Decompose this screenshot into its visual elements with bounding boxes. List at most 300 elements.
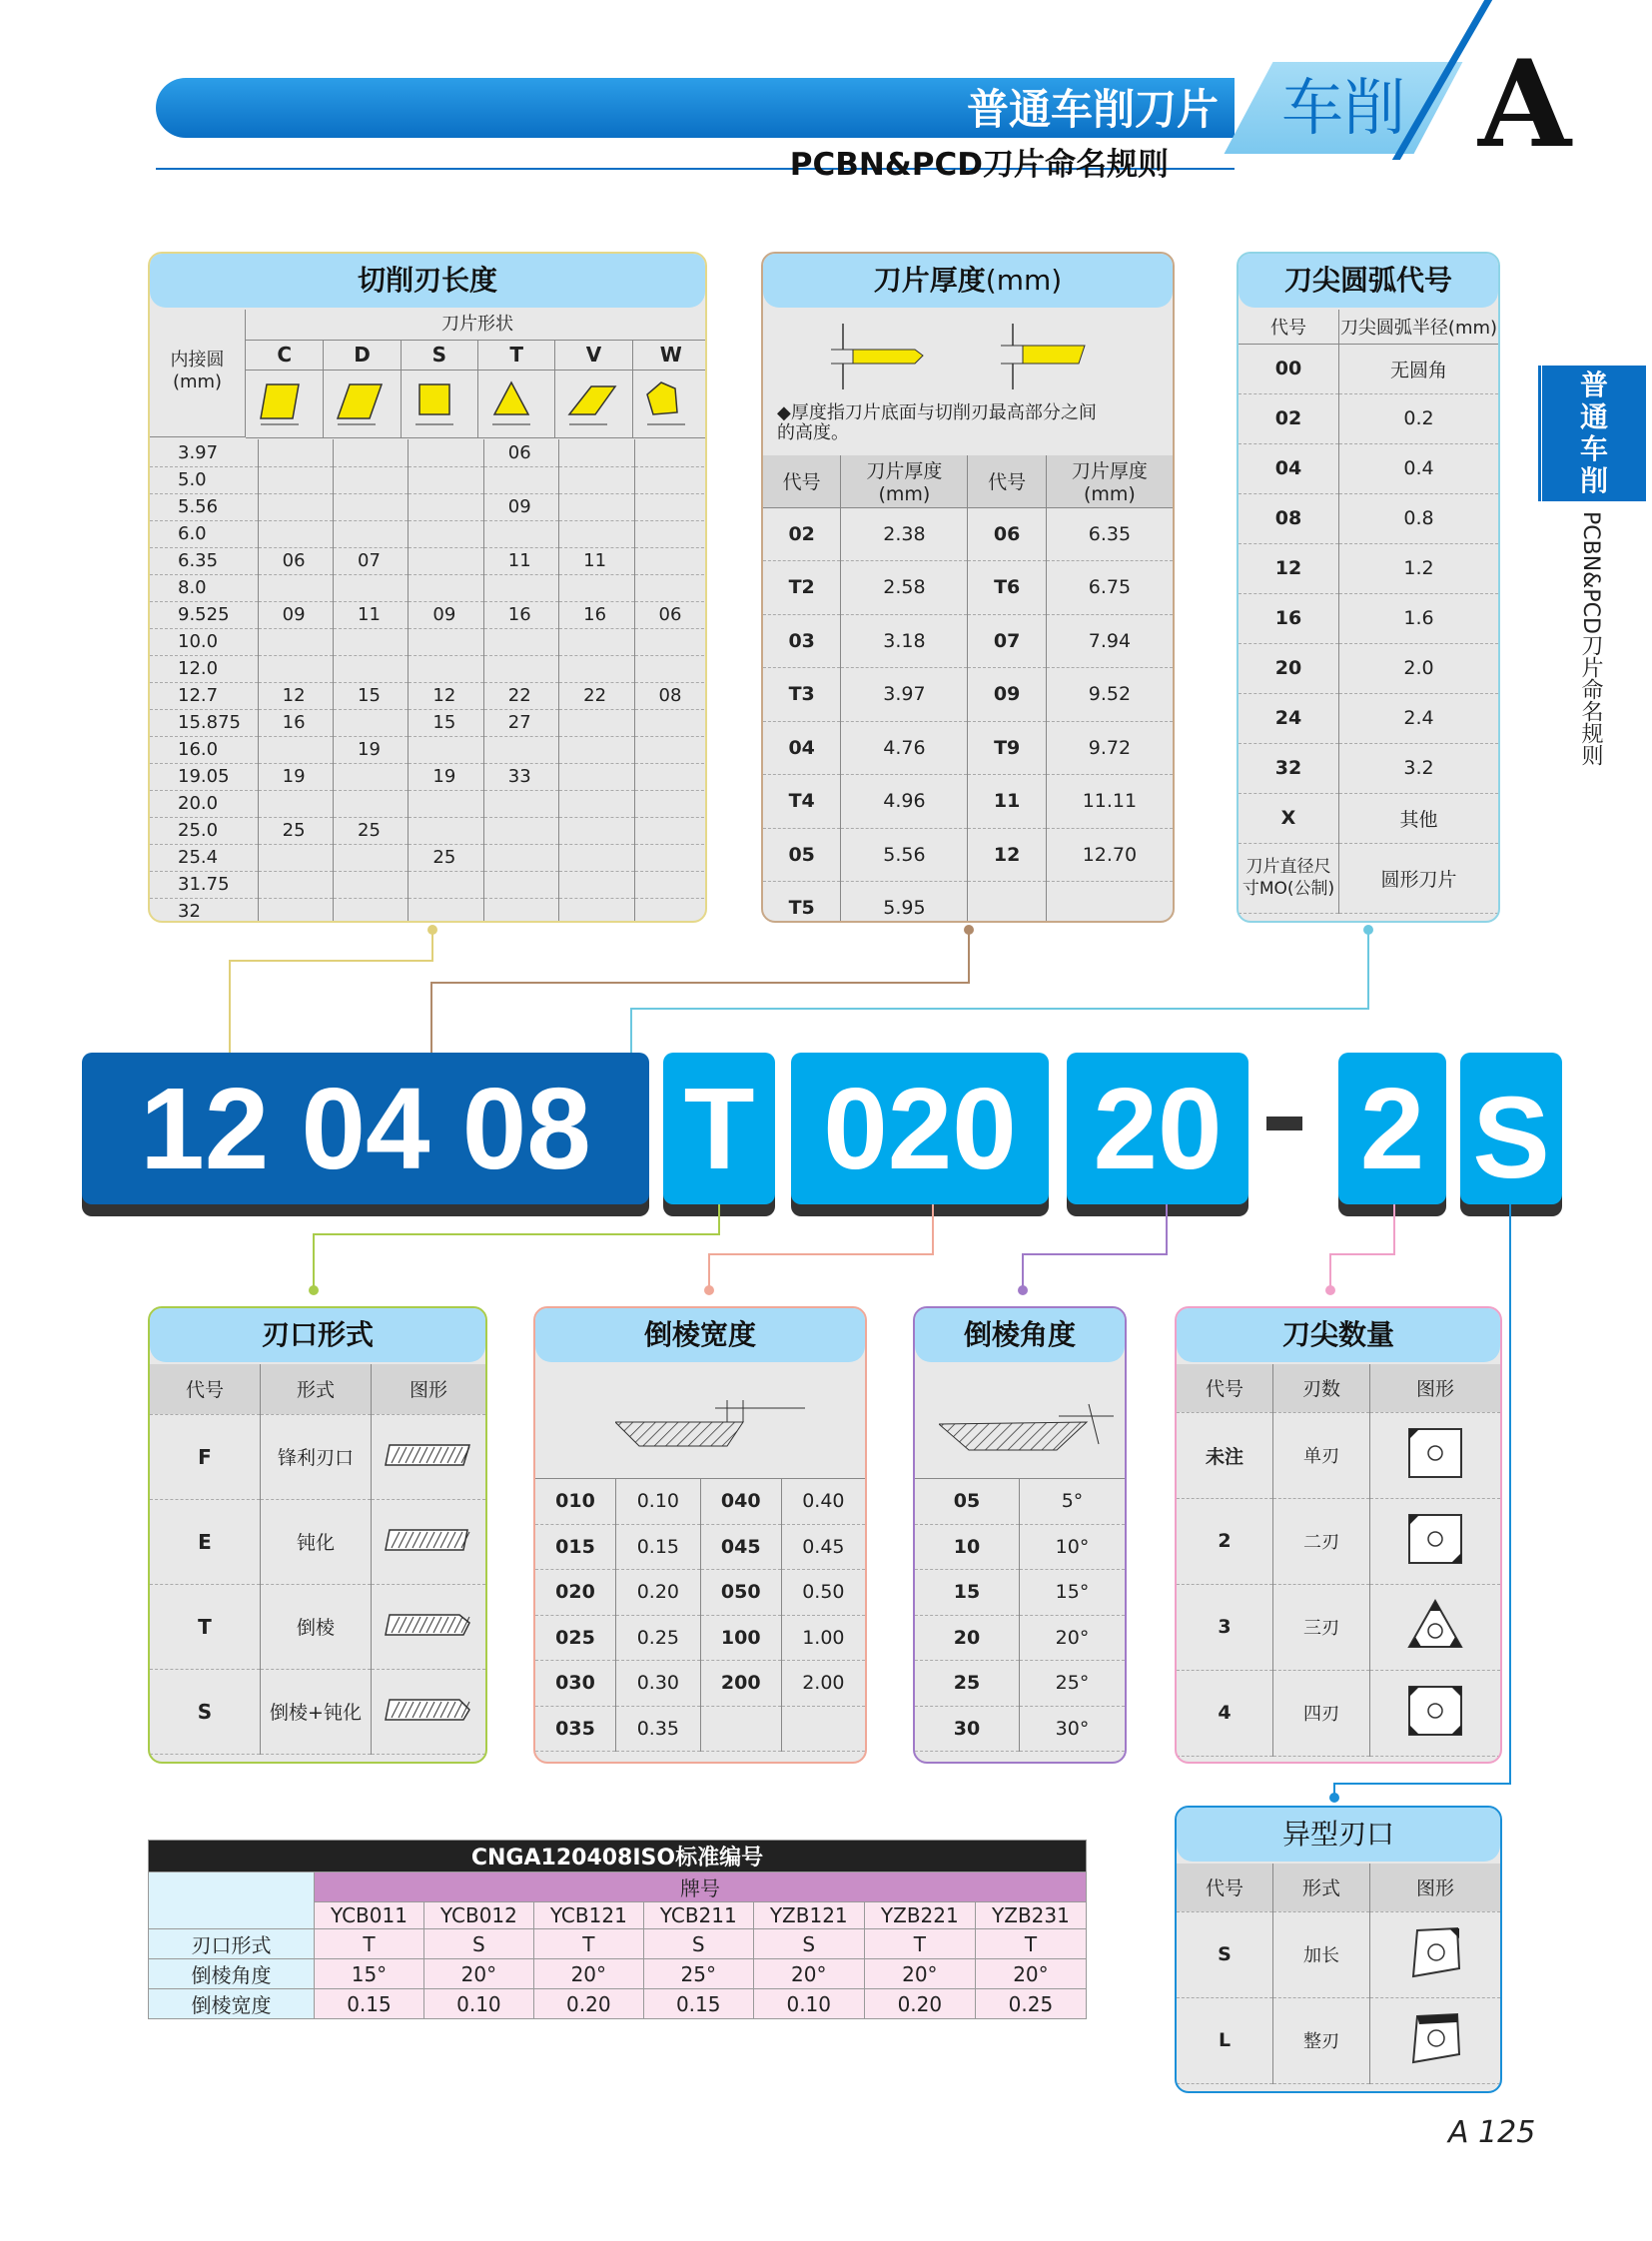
chamfer-width-code: 050 [700,1570,781,1616]
edge-form-figure [372,1584,486,1669]
edge-length-value: 19 [409,763,483,790]
edge-form-code: T [198,1614,212,1639]
thickness-value: 6.35 [1046,507,1173,561]
chamfer-width-diagram [615,1394,805,1464]
code-segment-chamfer-angle: 20 [1067,1053,1248,1204]
panel-title: 刀尖数量 [1177,1308,1500,1362]
edge-length-value: 06 [483,439,558,466]
thickness-code: T3 [788,683,815,706]
table-row [150,1669,485,1754]
inscribed-circle-value: 6.0 [178,523,207,544]
edge-form-code: E [198,1529,212,1554]
panel-chamfer-angle [913,1306,1127,1764]
panel-chamfer-width [533,1306,867,1764]
table-row [535,1661,865,1707]
edge-length-value: 22 [559,682,634,709]
nose-radius-code: 32 [1274,757,1302,779]
thickness-value: 4.76 [841,721,968,775]
edge-length-value: 25 [334,817,409,844]
chamfer-angle-code: 25 [953,1672,981,1695]
panel-title: 切削刃长度 [150,254,705,308]
thickness-value: 2.38 [841,507,968,561]
chamfer-angle-value: 25° [1020,1661,1126,1707]
table-row [1177,1911,1500,1997]
edge-form-grid [150,1364,485,1755]
shape-letter: T [478,340,554,371]
thickness-value: 9.72 [1046,721,1173,775]
col-header: 代号 [1205,1378,1243,1401]
panel-tip-count [1175,1306,1502,1764]
chamfer-angle-code: 05 [953,1490,981,1513]
nose-radius-value: 3.2 [1339,743,1499,793]
chamfer-width-code: 200 [700,1661,781,1707]
shape-letter: W [633,340,707,371]
edge-length-value: 12 [409,682,483,709]
table-row [149,1959,1087,1989]
panel-title: 倒棱角度 [915,1308,1125,1362]
table-row [535,1479,865,1525]
nose-radius-value: 0.4 [1339,443,1499,493]
special-edge-table [1177,1864,1500,2084]
chamfer-width-code: 100 [700,1615,781,1661]
thickness-value: 9.52 [1046,668,1173,722]
table-row [1177,1584,1500,1670]
chamfer-width-value [781,1706,865,1752]
edge-length-value: 09 [483,493,558,520]
iso-standard-table [148,1840,1087,2019]
inscribed-circle-value: 5.56 [178,496,219,517]
edge-length-value: 06 [634,601,707,628]
thickness-code: T5 [788,897,815,920]
inscribed-circle-value: 10.0 [178,631,219,652]
nose-radius-code: 20 [1274,657,1302,679]
code-segment-special-edge: S [1460,1053,1562,1204]
edge-length-value: 33 [483,763,558,790]
tip_count-name: 四刃 [1273,1670,1370,1756]
grade-value: 0.20 [533,1989,643,2019]
chamfer-width-value: 0.20 [616,1570,701,1616]
edge-length-value: 11 [483,547,558,574]
side-vertical-text: PCBN&PCD刀片命名规则 [1578,511,1603,766]
thickness-value: 2.58 [841,561,968,615]
table-row [149,1929,1087,1959]
edge-form-name: 倒棱+钝化 [261,1669,372,1754]
col-header: 图形 [372,1364,486,1414]
nose-radius-value: 0.8 [1339,493,1499,543]
edge-length-value: 16 [559,601,634,628]
tip_count-figure [1370,1670,1501,1756]
thickness-code: 04 [788,736,815,759]
special_edge-name: 加长 [1273,1911,1370,1997]
grade-value: T [975,1929,1086,1959]
table-row [149,1989,1087,2019]
chamfer-width-value: 1.00 [781,1615,865,1661]
inscribed-circle-value: 32 [178,901,201,922]
chamfer-width-code: 010 [555,1490,595,1513]
tip_count-figure [1370,1412,1501,1498]
iso-table-corner [149,1872,315,1929]
inscribed-circle-value: 6.35 [178,550,219,571]
edge-form-code: F [198,1444,212,1469]
chamfer-angle-value: 30° [1020,1706,1126,1752]
col-header: 代号 [782,471,821,494]
inscribed-circle-value: 25.0 [178,820,219,841]
inscribed-circle-value: 8.0 [178,577,207,598]
col-header: 代号 [1205,1877,1243,1900]
edge-length-value: 07 [334,547,409,574]
col-header: 图形 [1370,1364,1501,1412]
iso-table-title: CNGA120408ISO标准编号 [149,1841,1087,1872]
grade-value: 0.25 [975,1989,1086,2019]
thickness-code: 12 [968,828,1046,882]
thickness-value: 12.70 [1046,828,1173,882]
thickness-code: T6 [968,561,1046,615]
special_edge-name: 整刃 [1273,1997,1370,2083]
special_edge-code: S [1218,1943,1232,1965]
thickness-code: T4 [788,790,815,813]
grade-value: 20° [975,1959,1086,1989]
tip_count-figure [1370,1498,1501,1584]
chamfer-width-grid [535,1478,865,1752]
col-header: 刀片厚度(mm) [841,455,968,507]
panel-title: 刃口形式 [150,1308,485,1362]
thickness-title: 刀片厚度 [873,264,986,297]
table-row [915,1661,1125,1707]
tip_count-code: 3 [1218,1616,1232,1638]
edge-length-value: 16 [258,709,333,736]
table-row [1177,1498,1500,1584]
thickness-note: ◆厚度指刀片底面与切削刃最高部分之间 的高度。 [777,402,1097,443]
row-label: 刃口形式 [149,1929,315,1959]
inscribed-circle-value: 12.0 [178,658,219,679]
page-title: 普通车削刀片 [966,85,1219,134]
code-segment-tip-count: 2 [1338,1053,1446,1204]
code-dash [1266,1117,1302,1130]
edge-length-value: 25 [409,844,483,871]
col-header: 代号 [1270,317,1306,339]
edge-length-value: 11 [334,601,409,628]
thickness-code: 03 [788,629,815,652]
edge-form-name: 锋利刃口 [261,1414,372,1499]
nose-radius-code: 02 [1274,407,1302,429]
col-header-inscribed-circle: 内接圆 (mm) [150,310,246,437]
col-header: 刀片厚度(mm) [1046,455,1173,507]
thickness-value: 3.97 [841,668,968,722]
chamfer-width-value: 0.25 [616,1615,701,1661]
tip-count-table [1177,1364,1500,1757]
shape-letter: S [402,340,477,371]
nose-radius-code: 08 [1274,507,1302,529]
col-header: 形式 [261,1364,372,1414]
table-row [915,1706,1125,1752]
insert-s-icon [1405,1924,1465,1980]
thickness-title-unit: (mm) [985,264,1063,297]
edge-length-value: 09 [409,601,483,628]
table-row [915,1615,1125,1661]
grade-value: 0.10 [753,1989,864,2019]
nose-radius-value: 无圆角 [1339,344,1499,393]
chamfer-width-code: 040 [700,1479,781,1525]
tip_count-name: 二刃 [1273,1498,1370,1584]
grade-value: T [533,1929,643,1959]
col-header: 代号 [185,1379,224,1402]
chamfer-angle-code: 15 [953,1581,981,1604]
chamfer-width-code: 020 [555,1581,595,1604]
chamfer-width-value: 0.30 [616,1661,701,1707]
chamfer-width-table [535,1478,865,1752]
edge-form-name: 钝化 [261,1499,372,1584]
chamfer-width-code: 025 [555,1626,595,1649]
edge-form-figure [372,1499,486,1584]
nose-radius-code: X [1280,807,1296,829]
nose-radius-value: 1.2 [1339,543,1499,593]
nose-radius-code: 00 [1274,358,1302,379]
chamfer-width-code: 015 [555,1535,595,1558]
thickness-value: 5.95 [841,882,968,924]
shape-letter: C [246,340,323,371]
nose-radius-value: 其他 [1339,793,1499,843]
table-header-row [150,1364,485,1414]
thickness-code: 05 [788,843,815,866]
chamfer-angle-table [915,1478,1125,1752]
table-row [535,1706,865,1752]
chamfer-width-value: 0.45 [781,1524,865,1570]
thickness-code: 02 [788,522,815,545]
grade-value: 0.15 [315,1989,424,2019]
chamfer-angle-code: 20 [953,1626,981,1649]
special_edge-code: L [1218,2029,1232,2051]
page-number: A 125 [1448,2115,1536,2150]
nose-radius-code: 24 [1274,707,1302,729]
table-row [535,1615,865,1661]
thickness-code: 07 [968,614,1046,668]
edge-length-value: 11 [559,547,634,574]
table-row [150,1499,485,1584]
tip_count-code: 未注 [1205,1445,1243,1468]
grade-header: YZB221 [864,1902,975,1929]
thickness-value: 6.75 [1046,561,1173,615]
edge-length-value: 08 [634,682,707,709]
category-label: 车削 [1280,71,1405,144]
chamfer-width-code: 030 [555,1672,595,1695]
table-row [915,1524,1125,1570]
grade-value: S [753,1929,864,1959]
chamfer-angle-value: 20° [1020,1615,1126,1661]
edge-form-table [150,1364,485,1755]
edge-profile-s-icon [384,1694,473,1724]
table-header-row [1177,1364,1500,1412]
nose-radius-code: 16 [1274,607,1302,629]
grade-value: T [864,1929,975,1959]
grade-header: YZB121 [753,1902,864,1929]
chamfer-width-value: 0.50 [781,1570,865,1616]
nose-radius-code: 12 [1274,557,1302,579]
inscribed-circle-value: 16.0 [178,739,219,760]
grade-header: YCB012 [423,1902,533,1929]
grade-header: YCB121 [533,1902,643,1929]
col-header: 形式 [1273,1864,1370,1911]
table-row [1177,1412,1500,1498]
chamfer-width-code: 035 [555,1717,595,1740]
code-segment-edge-form: T [663,1053,775,1204]
chamfer-width-value: 0.40 [781,1479,865,1525]
grade-value: 20° [533,1959,643,1989]
grade-value: 0.10 [423,1989,533,2019]
thickness-value: 7.94 [1046,614,1173,668]
thickness-value: 4.96 [841,775,968,829]
edge-form-figure [372,1669,486,1754]
row-label: 倒棱角度 [149,1959,315,1989]
panel-title: 异型刃口 [1177,1808,1500,1862]
nose-radius-value: 1.6 [1339,593,1499,643]
inscribed-circle-value: 20.0 [178,793,219,814]
chamfer-angle-value: 15° [1020,1570,1126,1616]
edge-length-value: 22 [483,682,558,709]
col-header: 代号 [968,455,1046,507]
tip-grid [1177,1864,1500,2084]
panel-special-edge [1175,1806,1502,2093]
side-tab-char: 普 [1579,369,1608,401]
side-tab-char: 通 [1579,400,1608,433]
table-row [915,1479,1125,1525]
chamfer-angle-code: 30 [953,1717,981,1740]
chamfer-angle-diagram [939,1394,1119,1464]
table-row [150,1414,485,1499]
chamfer-width-code: 045 [700,1524,781,1570]
grade-value: 0.20 [864,1989,975,2019]
inscribed-circle-value: 5.0 [178,469,207,490]
chamfer-width-value: 2.00 [781,1661,865,1707]
grade-value: 20° [864,1959,975,1989]
col-header: 刃数 [1273,1364,1370,1412]
inscribed-circle-value: 3.97 [178,441,219,463]
thickness-value: 11.11 [1046,775,1173,829]
tip_count-code: 4 [1218,1702,1232,1724]
insert-l-icon [1405,2010,1465,2066]
chamfer-width-value: 0.35 [616,1706,701,1752]
edge-length-value: 19 [334,736,409,763]
insert-tips-1-icon [1405,1511,1465,1567]
nose-radius-value: 0.2 [1339,393,1499,443]
side-tab-char: 削 [1579,464,1608,497]
table-row [535,1570,865,1616]
chamfer-width-code [700,1706,781,1752]
nose-radius-code: 刀片直径尺寸MO(公制) [1241,857,1335,899]
nose-radius-value: 圆形刀片 [1339,843,1499,913]
tip_count-name: 单刃 [1273,1412,1370,1498]
panel-edge-form [148,1306,487,1764]
edge-length-value: 15 [334,682,409,709]
insert-tips-3-icon [1405,1683,1465,1739]
grade-value: 20° [423,1959,533,1989]
grade-header: YCB211 [643,1902,753,1929]
thickness-value: 3.18 [841,614,968,668]
table-row [1177,1670,1500,1756]
table-row [535,1524,865,1570]
thickness-code: T9 [968,721,1046,775]
edge-length-value: 15 [409,709,483,736]
shape-letter: V [555,340,631,371]
col-header: 图形 [1370,1864,1501,1911]
grade-header: YZB231 [975,1902,1086,1929]
grade-value: S [423,1929,533,1959]
chamfer-width-value: 0.10 [616,1479,701,1525]
thickness-value: 5.56 [841,828,968,882]
table-row [1177,1997,1500,2083]
brand-header: 牌号 [315,1872,1087,1902]
shape-letter: D [324,340,400,371]
col-header-shape: 刀片形状 [246,310,707,341]
edge-profile-t-icon [384,1609,473,1639]
edge-form-name: 倒棱 [261,1584,372,1669]
edge-length-value: 16 [483,601,558,628]
edge-length-value: 27 [483,709,558,736]
inscribed-circle-value: 9.525 [178,604,230,625]
row-label: 倒棱宽度 [149,1989,315,2019]
code-segment-chamfer-width: 020 [791,1053,1049,1204]
nose-radius-value: 2.0 [1339,643,1499,693]
col-header: 刀尖圆弧半径(mm) [1339,310,1499,344]
table-row [150,1584,485,1669]
nose-radius-value: 2.4 [1339,693,1499,743]
special_edge-figure [1370,1997,1501,2083]
inscribed-circle-value: 25.4 [178,847,219,868]
thickness-code: 09 [968,668,1046,722]
grade-value: 15° [315,1959,424,1989]
side-tab-char: 车 [1579,432,1608,465]
panel-title: 倒棱宽度 [535,1308,865,1362]
insert-tips-0-icon [1405,1425,1465,1481]
edge-form-figure [372,1414,486,1499]
inscribed-circle-value: 15.875 [178,712,241,733]
tip_count-figure [1370,1584,1501,1670]
nose-radius-code: 04 [1274,457,1302,479]
code-main-segment: 12 04 08 [82,1053,649,1204]
edge-profile-e-icon [384,1524,473,1554]
grade-value: T [315,1929,424,1959]
page-subtitle: PCBN&PCD刀片命名规则 [789,147,1169,183]
tip_count-name: 三刃 [1273,1584,1370,1670]
edge-length-value: 09 [258,601,333,628]
chamfer-angle-value: 10° [1020,1524,1126,1570]
insert-tips-2-icon [1405,1597,1465,1653]
edge-length-value: 25 [258,817,333,844]
edge-length-value: 06 [258,547,333,574]
grade-value: 20° [753,1959,864,1989]
inscribed-circle-value: 19.05 [178,766,230,787]
thickness-code: 11 [968,775,1046,829]
thickness-code: T2 [788,576,815,599]
grade-value: 0.15 [643,1989,753,2019]
chamfer-angle-code: 10 [953,1535,981,1558]
chamfer-angle-grid [915,1478,1125,1752]
tip-grid [1177,1364,1500,1757]
panel-title: 刀尖圆弧代号 [1239,254,1498,308]
edge-profile-f-icon [384,1439,473,1469]
edge-length-value: 12 [258,682,333,709]
tip_count-code: 2 [1218,1530,1232,1552]
table-header-row [1177,1864,1500,1911]
chamfer-width-value: 0.15 [616,1524,701,1570]
edge-length-value: 19 [258,763,333,790]
grade-value: S [643,1929,753,1959]
grade-value: 25° [643,1959,753,1989]
chamfer-angle-value: 5° [1020,1479,1126,1525]
table-row [915,1570,1125,1616]
section-letter: A [1478,34,1572,175]
thickness-code: 06 [968,507,1046,561]
edge-form-code: S [197,1699,213,1724]
